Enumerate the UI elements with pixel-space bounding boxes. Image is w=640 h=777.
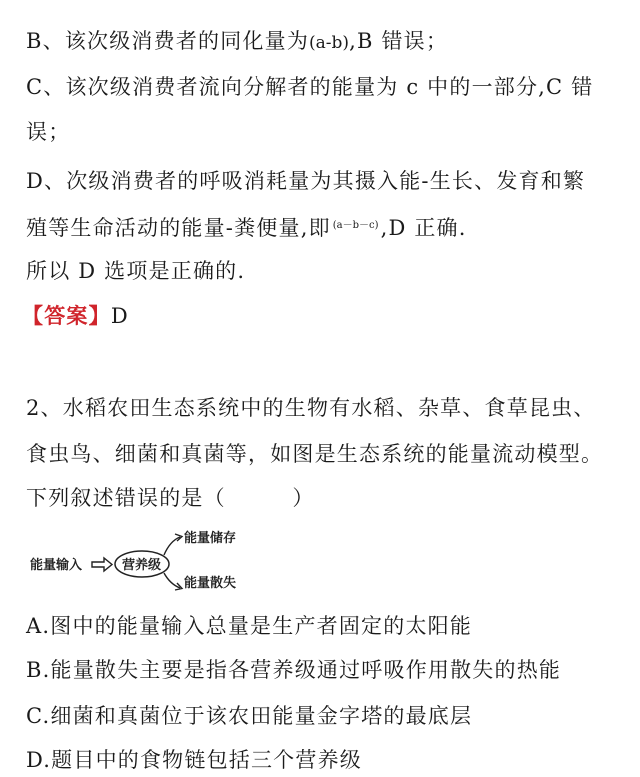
- answer-value: D: [110, 304, 129, 328]
- explanation-line-b-tail: ,B 错误；: [349, 29, 449, 53]
- explanation-line-d2: [26, 211, 467, 243]
- explanation-line-c1: C、该次级消费者流向分解者的能量为 c 中的一部分,C 错: [26, 75, 594, 99]
- answer-line: [22, 301, 129, 331]
- explanation-line-b: [26, 26, 448, 58]
- dissipation-arrow-icon: [164, 573, 182, 590]
- diagram-input-label: 能量输入: [30, 558, 83, 573]
- diagram-dissipation-label: 能量散失: [184, 576, 237, 591]
- explanation-line-d2-head: 殖等生命活动的能量-粪便量,即: [26, 216, 331, 240]
- explanation-line-b-text: B、该次级消费者的同化量为: [26, 29, 310, 53]
- input-arrow-icon: [92, 558, 112, 571]
- option-c: C.细菌和真菌位于该农田能量金字塔的最底层: [26, 704, 473, 728]
- energy-flow-diagram: [30, 524, 270, 594]
- storage-arrow-icon: [164, 534, 182, 555]
- diagram-storage-label: 能量储存: [184, 531, 237, 546]
- explanation-line-d1: D、次级消费者的呼吸消耗量为其摄入能-生长、发育和繁: [26, 169, 586, 193]
- question-line-2: 食虫鸟、细菌和真菌等，如图是生态系统的能量流动模型。: [26, 442, 604, 466]
- energy-flow-svg: [30, 524, 270, 594]
- formula-d: (a－b－c): [332, 220, 379, 231]
- diagram-center-label: 营养级: [122, 558, 162, 573]
- conclusion: 所以 D 选项是正确的.: [26, 259, 246, 283]
- question-line-1: 2、水稻农田生态系统中的生物有水稻、杂草、食草昆虫、: [26, 396, 596, 420]
- option-a: A.图中的能量输入总量是生产者固定的太阳能: [26, 614, 473, 638]
- answer-tag: 【答案】: [22, 304, 111, 328]
- option-b: B.能量散失主要是指各营养级通过呼吸作用散失的热能: [26, 658, 562, 682]
- question-line-3: 下列叙述错误的是（ ）: [26, 486, 315, 510]
- option-d: D.题目中的食物链包括三个营养级: [26, 748, 362, 772]
- formula-b: (a-b): [309, 33, 350, 53]
- explanation-line-d2-tail: ,D 正确.: [380, 216, 467, 240]
- explanation-line-c2: 误；: [26, 120, 71, 144]
